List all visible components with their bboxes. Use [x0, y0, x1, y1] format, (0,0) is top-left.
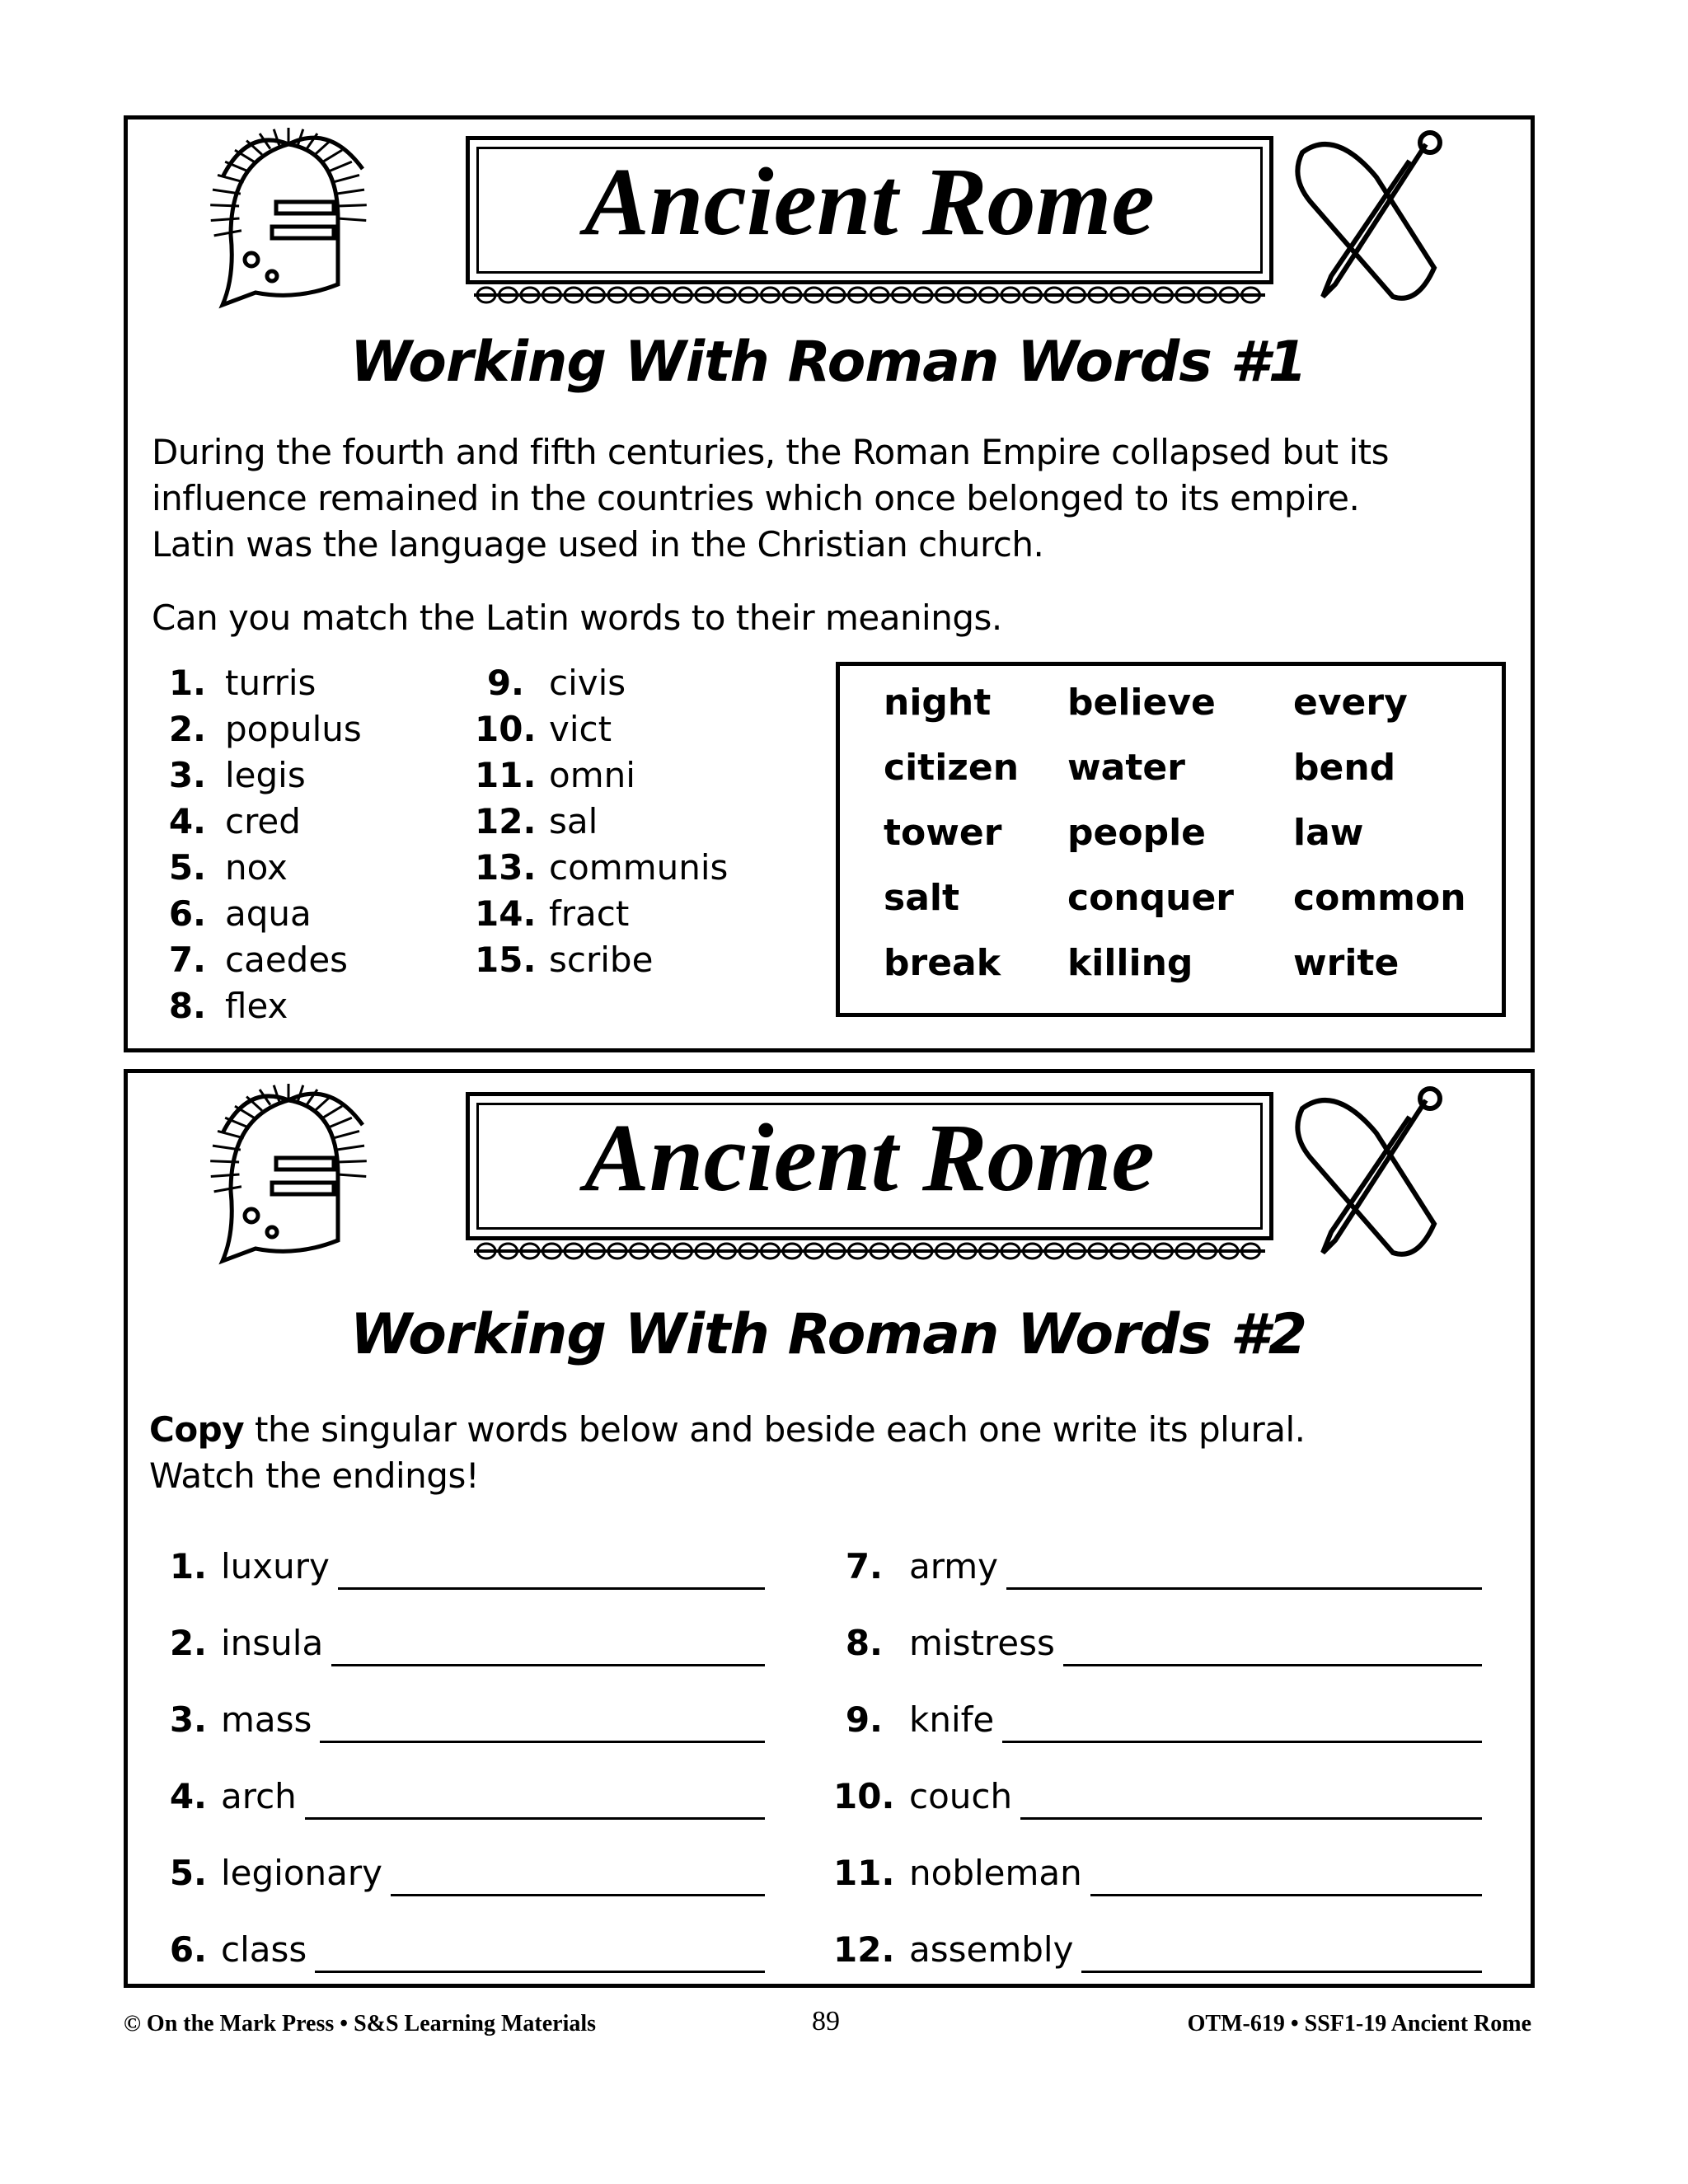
answer-line[interactable]	[391, 1894, 765, 1896]
singular-word: mass	[221, 1699, 312, 1740]
latin-word: populus	[225, 709, 362, 749]
answer-line[interactable]	[1020, 1817, 1482, 1820]
singular-word: assembly	[909, 1929, 1074, 1970]
meaning-word: salt	[884, 877, 959, 919]
singular-word: arch	[221, 1776, 297, 1816]
list-number: 8.	[845, 1623, 883, 1663]
latin-word: scribe	[549, 940, 654, 980]
list-number: 8.	[168, 986, 206, 1026]
footer-series: OTM-619 • SSF1-19 Ancient Rome	[1187, 2011, 1531, 2036]
meaning-word: water	[1067, 747, 1185, 789]
latin-word: sal	[549, 801, 598, 841]
copy-instructions	[149, 1407, 1305, 1499]
latin-word: flex	[225, 986, 288, 1026]
banner-title: Ancient Rome	[584, 148, 1155, 255]
list-number: 11.	[475, 755, 537, 795]
section-1-heading: Working With Roman Words #1	[349, 330, 1307, 395]
meaning-word: tower	[884, 812, 1002, 854]
list-number: 2.	[169, 1623, 207, 1663]
match-prompt: Can you match the Latin words to their meanings.	[152, 598, 1002, 638]
meaning-word: bend	[1293, 747, 1396, 789]
answer-line[interactable]	[1081, 1971, 1482, 1973]
list-number: 10.	[833, 1776, 895, 1816]
intro-line: influence remained in the countries which once belonged to its empire.	[152, 478, 1360, 518]
meaning-word: night	[884, 682, 992, 724]
page-number: 89	[812, 2006, 840, 2036]
singular-word: couch	[909, 1776, 1013, 1816]
answer-line[interactable]	[338, 1587, 765, 1590]
answer-line[interactable]	[1090, 1894, 1482, 1896]
latin-word: caedes	[225, 940, 349, 980]
meaning-word: citizen	[884, 747, 1020, 789]
answer-line[interactable]	[320, 1741, 765, 1743]
list-number: 4.	[168, 801, 206, 841]
singular-word: insula	[221, 1623, 324, 1663]
latin-word: turris	[225, 663, 316, 703]
meaning-word: every	[1293, 682, 1408, 724]
list-number: 9.	[486, 663, 524, 703]
list-number: 1.	[169, 1546, 207, 1586]
latin-word: omni	[549, 755, 635, 795]
instr-line-2: Watch the endings!	[149, 1455, 480, 1496]
list-number: 13.	[475, 847, 537, 888]
list-number: 7.	[845, 1546, 883, 1586]
banner-title: Ancient Rome	[584, 1104, 1155, 1212]
answer-line[interactable]	[331, 1664, 765, 1666]
intro-line: Latin was the language used in the Christian church.	[152, 524, 1044, 565]
list-number: 12.	[475, 801, 537, 841]
singular-word: class	[221, 1929, 307, 1970]
list-number: 3.	[169, 1699, 207, 1740]
intro-paragraph	[152, 429, 1389, 568]
list-number: 12.	[833, 1929, 895, 1970]
footer-copyright: © On the Mark Press • S&S Learning Materials	[124, 2011, 597, 2036]
list-number: 1.	[168, 663, 206, 703]
list-number: 5.	[168, 847, 206, 888]
intro-line: During the fourth and fifth centuries, the Roman Empire collapsed but its	[152, 432, 1389, 472]
list-number: 5.	[169, 1853, 207, 1893]
singular-word: legionary	[221, 1853, 383, 1893]
list-number: 6.	[169, 1929, 207, 1970]
answer-line[interactable]	[305, 1817, 765, 1820]
list-number: 3.	[168, 755, 206, 795]
meaning-word: common	[1293, 877, 1466, 919]
copy-bold: Copy	[149, 1409, 245, 1450]
meaning-word: killing	[1067, 942, 1193, 984]
sword-shield-icon	[1286, 128, 1451, 312]
list-number: 2.	[168, 709, 206, 749]
latin-word: vict	[549, 709, 612, 749]
latin-word: communis	[549, 847, 729, 888]
singular-word: mistress	[909, 1623, 1055, 1663]
helmet-icon	[198, 128, 404, 312]
list-number: 7.	[168, 940, 206, 980]
meaning-word: write	[1293, 942, 1400, 984]
list-number: 11.	[833, 1853, 895, 1893]
answer-line[interactable]	[1063, 1664, 1482, 1666]
meaning-word: law	[1293, 812, 1364, 854]
answer-line[interactable]	[1002, 1741, 1482, 1743]
latin-word: civis	[549, 663, 626, 703]
list-number: 14.	[475, 893, 537, 934]
sword-shield-icon	[1286, 1084, 1451, 1268]
list-number: 4.	[169, 1776, 207, 1816]
singular-word: luxury	[221, 1546, 330, 1586]
list-number: 9.	[845, 1699, 883, 1740]
list-number: 15.	[475, 940, 537, 980]
meaning-word: believe	[1067, 682, 1216, 724]
instr-text: the singular words below and beside each one write its plural.	[244, 1409, 1306, 1450]
meaning-word: people	[1067, 812, 1206, 854]
meaning-word: break	[884, 942, 1001, 984]
list-number: 6.	[168, 893, 206, 934]
latin-word: fract	[549, 893, 630, 934]
answer-line[interactable]	[315, 1971, 765, 1973]
latin-word: legis	[225, 755, 306, 795]
singular-word: army	[909, 1546, 999, 1586]
section-2-heading: Working With Roman Words #2	[349, 1302, 1307, 1367]
singular-word: knife	[909, 1699, 995, 1740]
singular-word: nobleman	[909, 1853, 1082, 1893]
list-number: 10.	[475, 709, 537, 749]
helmet-icon	[198, 1084, 404, 1268]
latin-word: aqua	[225, 893, 312, 934]
answer-line[interactable]	[1006, 1587, 1482, 1590]
meaning-word: conquer	[1067, 877, 1234, 919]
laurel-divider	[474, 283, 1265, 307]
laurel-divider	[474, 1239, 1265, 1263]
latin-word: nox	[225, 847, 288, 888]
latin-word: cred	[225, 801, 301, 841]
